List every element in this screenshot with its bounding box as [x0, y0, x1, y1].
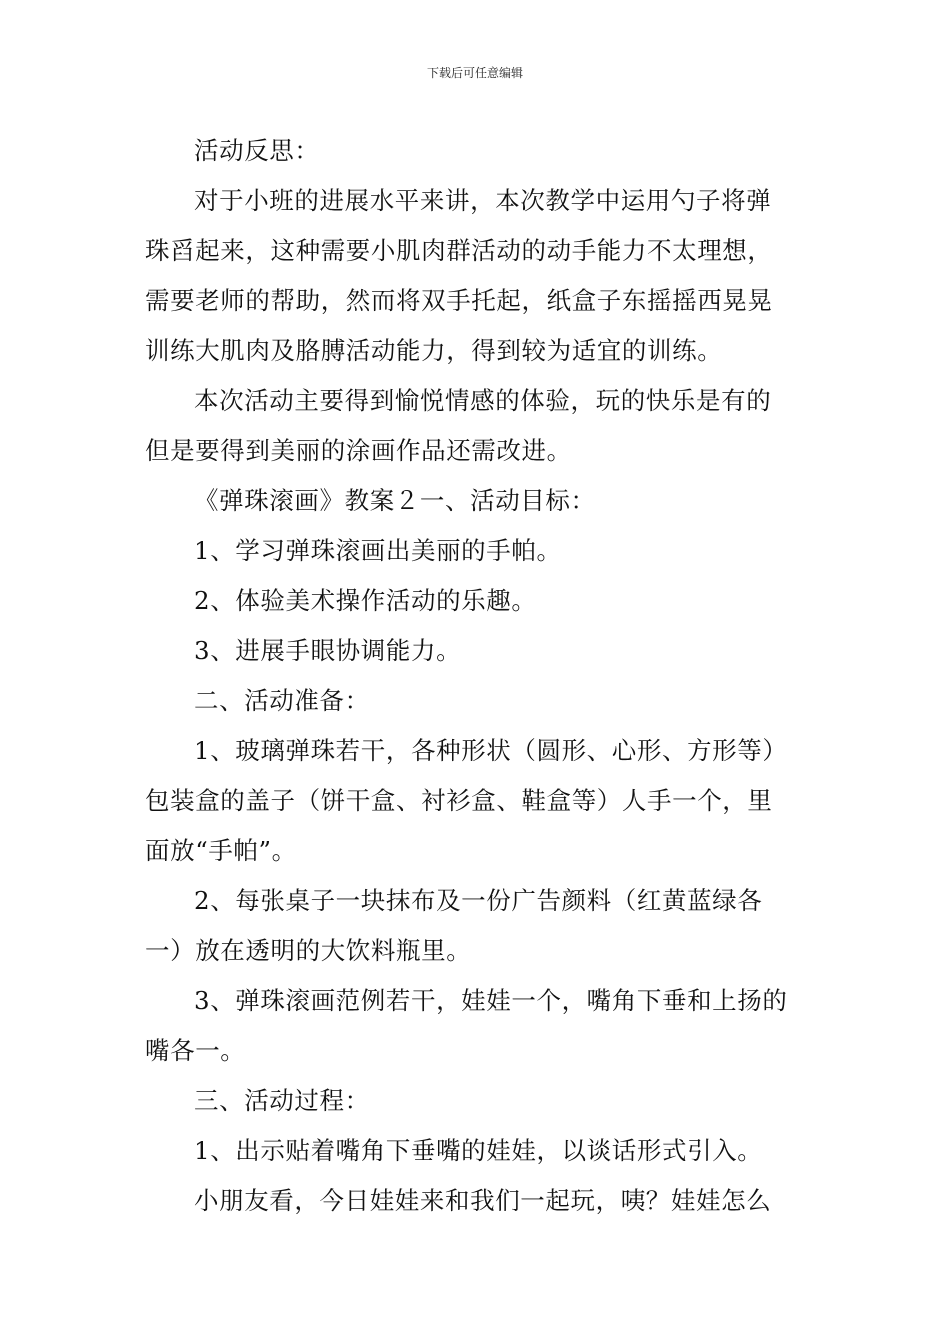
text-line: 但是要得到美丽的涂画作品还需改进。	[145, 436, 572, 465]
text-line: 需要老师的帮助，然而将双手托起，纸盒子东摇摇西晃晃	[145, 286, 773, 315]
text-line: 嘴各一。	[145, 1036, 246, 1065]
text-line: 3、弹珠滚画范例若干，娃娃一个，嘴角下垂和上扬的	[194, 986, 788, 1015]
text-line: 活动反思：	[194, 136, 320, 165]
paragraph-process-1	[145, 1126, 810, 1176]
text-line: 1、出示贴着嘴角下垂嘴的娃娃，以谈话形式引入。	[194, 1136, 763, 1165]
page-header: 下载后可任意编辑	[426, 66, 523, 80]
text-line: 训练大肌肉及胳膊活动能力，得到较为适宜的训练。	[145, 336, 723, 365]
paragraph-goal-2	[145, 576, 810, 626]
paragraph-reflection-heading	[145, 126, 810, 176]
text-line: 一）放在透明的大饮料瓶里。	[145, 936, 472, 965]
paragraph-reflection-1	[145, 176, 810, 376]
text-line: 1、玻璃弹珠若干，各种形状（圆形、心形、方形等）	[194, 736, 788, 765]
paragraph-reflection-2	[145, 376, 810, 476]
paragraph-process-2	[145, 1176, 810, 1226]
paragraph-goal-3	[145, 626, 810, 676]
paragraph-goal-1	[145, 526, 810, 576]
text-line: 二、活动准备：	[194, 686, 370, 715]
document-body	[145, 126, 810, 1226]
paragraph-plan-title	[145, 476, 810, 526]
text-line: 3、进展手眼协调能力。	[194, 636, 462, 665]
text-line: 1、学习弹珠滚画出美丽的手帕。	[194, 536, 562, 565]
text-line: 珠舀起来，这种需要小肌肉群活动的动手能力不太理想，	[145, 236, 773, 265]
text-line: 小朋友看，今日娃娃来和我们一起玩，咦？娃娃怎么	[194, 1186, 772, 1215]
text-line: 2、每张桌子一块抹布及一份广告颜料（红黄蓝绿各	[194, 886, 763, 915]
text-line: 包装盒的盖子（饼干盒、衬衫盒、鞋盒等）人手一个，里	[145, 786, 773, 815]
text-line: 本次活动主要得到愉悦情感的体验，玩的快乐是有的	[194, 386, 772, 415]
text-line: 三、活动过程：	[194, 1086, 370, 1115]
text-line: 面放“手帕”。	[145, 836, 297, 865]
text-line: 对于小班的进展水平来讲，本次教学中运用勺子将弹	[194, 186, 772, 215]
paragraph-process-heading	[145, 1076, 810, 1126]
text-line: 《弹珠滚画》教案２一、活动目标：	[194, 486, 596, 515]
paragraph-preparation-heading	[145, 676, 810, 726]
paragraph-preparation-3	[145, 976, 810, 1076]
text-line: 2、体验美术操作活动的乐趣。	[194, 586, 537, 615]
paragraph-preparation-2	[145, 876, 810, 976]
paragraph-preparation-1	[145, 726, 810, 876]
